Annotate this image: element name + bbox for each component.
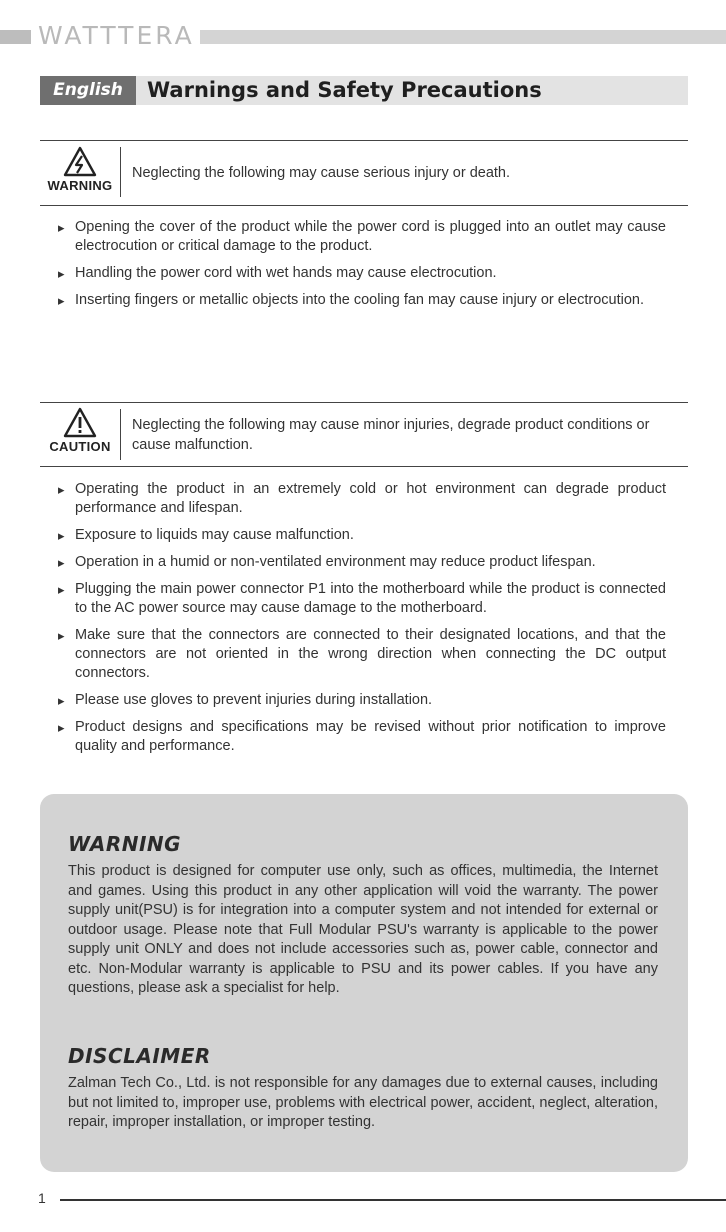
caution-box-bottom-rule [40,466,688,467]
list-item: ▸ Operating the product in an extremely cold or hot environment can degrade product performance and lifespan. [58,480,666,518]
electric-hazard-triangle-icon [63,146,97,177]
warning-list [58,218,666,318]
list-item: ▸ Operation in a humid or non-ventilated environment may reduce product lifespan. [58,553,666,572]
list-item: ▸ Exposure to liquids may cause malfunction. [58,526,666,545]
list-item: ▸ Opening the cover of the product while the power cord is plugged into an outlet may cause electrocution or critical damage to the product. [58,218,666,256]
caution-list [58,480,666,764]
warning-box-bottom-rule [40,205,688,206]
caution-box-icon-group [40,407,120,454]
page-number: 1 [38,1190,46,1206]
warning-box-text: Neglecting the following may cause serious injury or death. [132,165,511,181]
warning-box-icon-group [40,146,120,193]
panel-warning-heading: WARNING [68,832,182,856]
panel-warning-text: This product is designed for computer use only, such as offices, multimedia, the Internet and games. Using this product in any other application will void the warranty. The power supply unit(PSU) is for integration into a computer system and not intended for external or outdoor usage. Please note that Full Modular PSU's warranty is applicable to the power supply unit ONLY and does not include accessories such as, power cable, connector and etc. Non-Modular warranty is applicable to PSU and its power cables. If you have any questions, please ask a specialist for help. [68,863,658,996]
brand-logo: WATTTERA [38,21,195,50]
panel-disclaimer-text: Zalman Tech Co., Ltd. is not responsible for any damages due to external causes, including but not limited to, improper use, problems with electrical power, accident, neglect, alteration, repair, improper installation, or improper testing. [68,1075,658,1130]
list-item: ▸ Handling the power cord with wet hands may cause electrocution. [58,264,666,283]
list-item: ▸ Product designs and specifications may be revised without prior notification to improve quality and performance. [58,718,666,756]
language-tag: English [40,76,136,105]
list-item: ▸ Plugging the main power connector P1 into the motherboard while the product is connected to the AC power source may cause damage to the motherboard. [58,580,666,618]
footer-rule [60,1199,726,1201]
page-title: Warnings and Safety Precautions [147,78,542,102]
list-item: ▸ Inserting fingers or metallic objects into the cooling fan may cause injury or electrocution. [58,291,666,310]
warning-label: WARNING [47,178,113,193]
caution-label: CAUTION [49,439,111,454]
list-item: ▸ Make sure that the connectors are connected to their designated locations, and that the connectors are not oriented in the wrong direction when connecting the DC output connectors. [58,626,666,683]
caution-box-separator [120,409,121,460]
caution-box-text: Neglecting the following may cause minor injuries, degrade product conditions or cause malfunction. [132,417,650,453]
warning-box-separator [120,147,121,197]
exclamation-triangle-icon [63,407,97,438]
list-item: ▸ Please use gloves to prevent injuries during installation. [58,691,666,710]
caution-box-top-rule [40,402,688,403]
panel-disclaimer-heading: DISCLAIMER [68,1044,211,1068]
header-bar-left [0,30,31,44]
header-bar-right [200,30,726,44]
warning-box-top-rule [40,140,688,141]
